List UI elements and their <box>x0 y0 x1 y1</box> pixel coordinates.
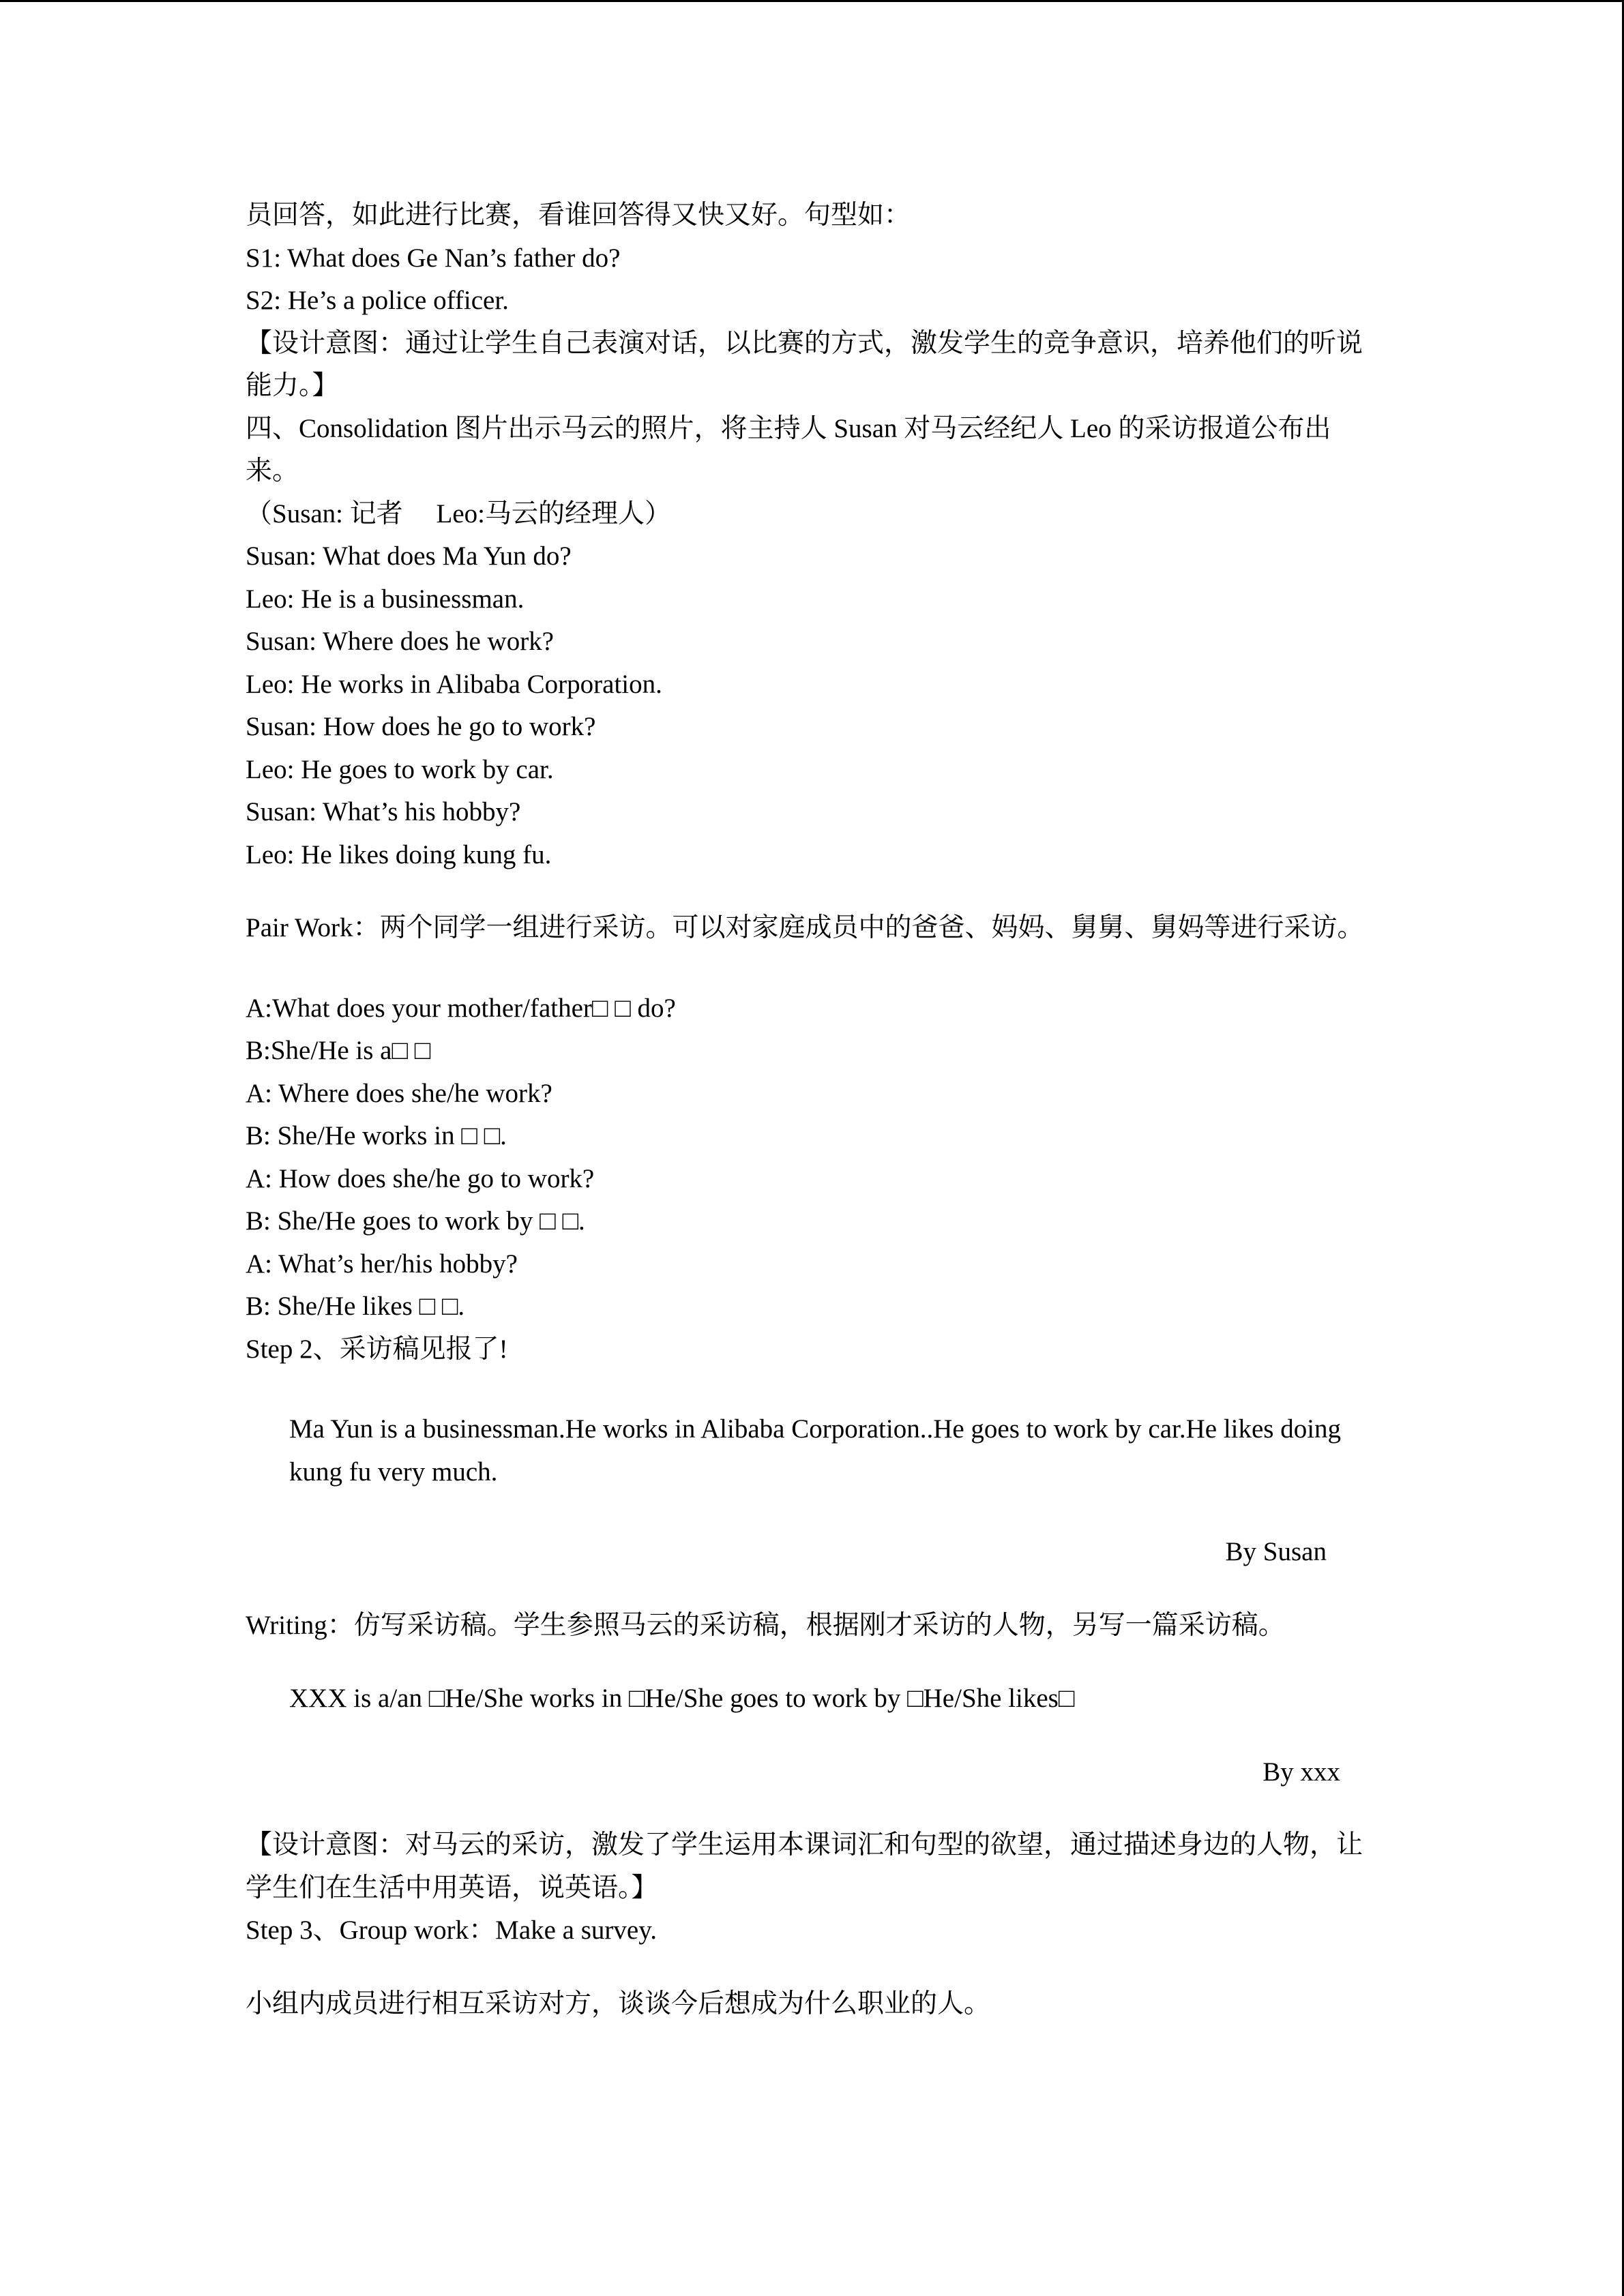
writing-template: XXX is a/an □He/She works in □He/She goes to work by □He/She likes□ <box>289 1684 1075 1713</box>
page-border-top <box>0 0 1624 2</box>
document-body <box>246 194 1378 2025</box>
interview-article: Ma Yun is a businessman.He works in Alibaba Corporation..He goes to work by car.He likes doing kung fu very much. <box>289 1414 1342 1487</box>
dialogue-template-line: B: She/He goes to work by □ □. <box>246 1206 585 1236</box>
dialogue-line: S2: He’s a police officer. <box>246 286 509 315</box>
dialogue-template-line: A:What does your mother/father□ □ do? <box>246 993 676 1023</box>
dialogue-template-line: B: She/He works in □ □. <box>246 1121 507 1150</box>
dialogue-template-line: A: How does she/he go to work? <box>246 1163 595 1193</box>
consolidation-heading: 四、Consolidation 图片出示马云的照片，将主持人 Susan 对马云经纪人 Leo 的采访报道公布出来。 <box>246 413 1331 486</box>
design-intent-note: 【设计意图：对马云的采访，激发了学生运用本课词汇和句型的欲望，通过描述身边的人物，让学生们在生活中用英语，说英语。】 <box>246 1830 1363 1903</box>
step-2-heading: Step 2、采访稿见报了! <box>246 1334 508 1364</box>
dialogue-line: Susan: What does Ma Yun do? <box>246 541 572 571</box>
paragraph-intro: 员回答，如此进行比赛，看谁回答得又快又好。句型如： <box>246 200 911 230</box>
step-3-heading: Step 3、Group work：Make a survey. <box>246 1915 657 1945</box>
dialogue-line: Leo: He is a businessman. <box>246 584 525 614</box>
template-byline: By xxx <box>1263 1757 1340 1787</box>
pair-work-instruction: Pair Work：两个同学一组进行采访。可以对家庭成员中的爸爸、妈妈、舅舅、舅妈等进行采访。 <box>246 913 1364 942</box>
dialogue-line: Susan: Where does he work? <box>246 627 554 656</box>
dialogue-template-line: A: What’s her/his hobby? <box>246 1249 518 1279</box>
dialogue-line: Leo: He goes to work by car. <box>246 754 554 784</box>
dialogue-template-line: A: Where does she/he work? <box>246 1078 552 1108</box>
dialogue-line: Leo: He likes doing kung fu. <box>246 839 552 869</box>
design-intent-note: 【设计意图：通过让学生自己表演对话，以比赛的方式，激发学生的竞争意识，培养他们的听说能力。】 <box>246 328 1363 400</box>
dialogue-line: Susan: What’s his hobby? <box>246 797 521 826</box>
writing-instruction: Writing：仿写采访稿。学生参照马云的采访稿，根据刚才采访的人物，另写一篇采访稿。 <box>246 1610 1285 1640</box>
dialogue-template-line: B:She/He is a□ □ <box>246 1036 431 1065</box>
dialogue-line: Susan: How does he go to work? <box>246 712 596 741</box>
dialogue-template-line: B: She/He likes □ □. <box>246 1292 465 1321</box>
group-work-instruction: 小组内成员进行相互采访对方，谈谈今后想成为什么职业的人。 <box>246 1988 991 2018</box>
role-description: （Susan: 记者 Leo:马云的经理人） <box>246 498 671 528</box>
dialogue-line: Leo: He works in Alibaba Corporation. <box>246 669 662 699</box>
dialogue-line: S1: What does Ge Nan’s father do? <box>246 243 621 273</box>
article-byline: By Susan <box>1225 1537 1327 1566</box>
